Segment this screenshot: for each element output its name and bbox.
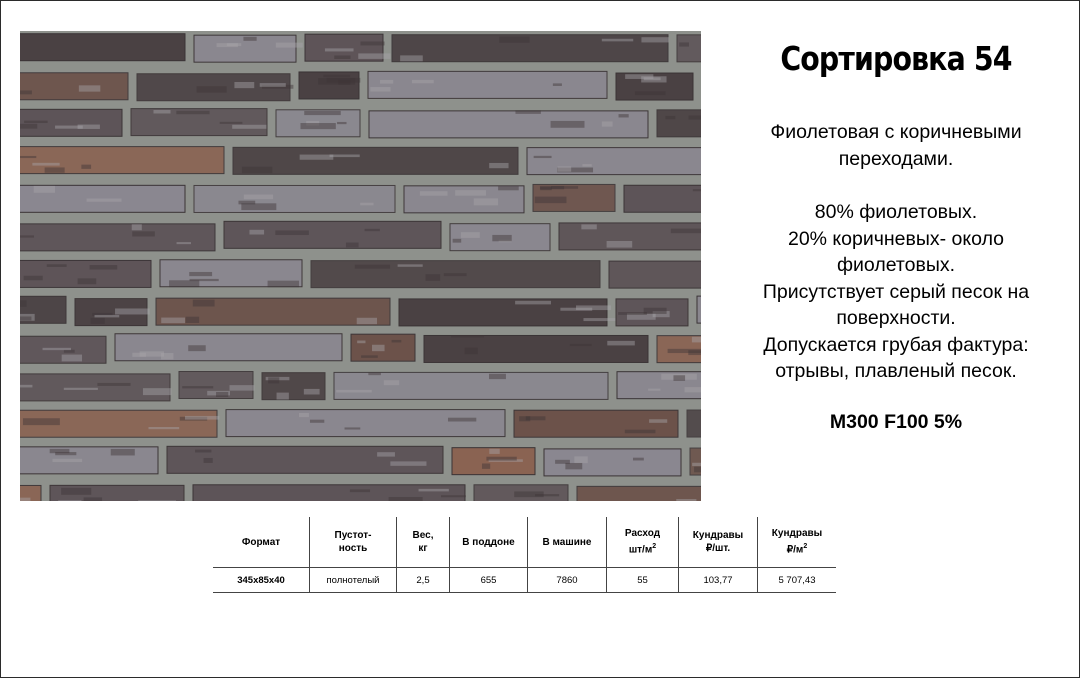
brick-texture (32, 163, 59, 166)
brick-texture (34, 186, 55, 193)
brick (20, 374, 170, 401)
brick-texture (242, 167, 272, 173)
brick-texture (625, 74, 653, 79)
brick-texture (694, 467, 701, 473)
brick-texture (535, 197, 567, 204)
brick-texture (448, 418, 476, 422)
brick-texture (20, 124, 37, 129)
brick (424, 335, 648, 362)
brick-texture (90, 265, 118, 269)
brick-texture (323, 75, 350, 78)
brick-texture (392, 340, 402, 343)
brick-texture (327, 78, 361, 83)
brick-texture (58, 500, 81, 501)
header-consumption: Расход $шт/м^2$ (607, 517, 679, 568)
brick-texture (277, 393, 289, 400)
brick-texture (241, 203, 276, 210)
brick-texture (143, 388, 172, 395)
brick-texture (153, 110, 170, 113)
description-line: 20% коричневых- около (787, 227, 1005, 250)
brick-texture (357, 341, 365, 344)
brick-texture (641, 37, 669, 42)
brick (20, 34, 185, 61)
brick-texture (465, 348, 478, 355)
brick-texture (583, 318, 618, 321)
brick-texture (55, 452, 76, 455)
brick-texture (52, 459, 82, 462)
brick (687, 410, 701, 437)
brick-texture (540, 186, 564, 189)
brick-texture (635, 91, 666, 95)
header-label: Формат (241, 536, 281, 548)
brick-texture (498, 186, 519, 190)
brick-texture (685, 387, 701, 392)
brick-texture (625, 430, 656, 434)
header-label: Кундравы (771, 528, 823, 540)
brick-texture (45, 167, 65, 172)
brick-texture (325, 48, 354, 51)
brick-texture (420, 191, 448, 196)
brick-texture (304, 111, 341, 115)
brick-texture (607, 341, 635, 346)
brick-texture (370, 87, 390, 92)
brick-texture (489, 374, 506, 379)
brick (20, 224, 215, 251)
brick-texture (148, 427, 179, 429)
grade-spec: М300 F100 5% (829, 411, 963, 433)
brick-texture (169, 280, 199, 287)
brick-texture (576, 305, 611, 310)
brick-texture (398, 264, 423, 266)
header-price-sqm: Кундравы $₽/м^2$ (771, 528, 823, 556)
brick-texture (534, 156, 552, 158)
brick-texture (304, 389, 320, 395)
brick-texture (535, 494, 559, 496)
brick-texture (275, 230, 309, 235)
brick-texture (553, 83, 562, 86)
table-row (213, 568, 836, 593)
brick-texture (20, 90, 32, 94)
brick-texture (380, 80, 393, 84)
brick-texture (519, 416, 530, 421)
spacer (723, 172, 1069, 199)
brick-texture (78, 125, 100, 129)
brick-texture (195, 450, 211, 453)
brick-texture (441, 495, 466, 497)
brick-texture (455, 190, 486, 196)
brick-texture (81, 165, 91, 169)
header-hollowness (310, 517, 397, 568)
brick-texture (444, 273, 467, 276)
brick-texture (20, 235, 34, 237)
brick (20, 73, 128, 100)
brick (193, 485, 465, 501)
brick-texture (390, 461, 426, 465)
brick-texture (346, 243, 359, 248)
brick (224, 221, 441, 248)
description-line: Фиолетовая с коричневыми (770, 121, 1022, 143)
brick-texture (515, 110, 540, 114)
brick-texture (607, 241, 633, 248)
brick (368, 71, 607, 98)
brick-wall-image (20, 31, 701, 501)
brick-texture (161, 318, 185, 324)
brick-texture (193, 300, 215, 307)
brick-texture (633, 458, 644, 461)
brick-texture (232, 125, 266, 129)
brick-texture (227, 43, 241, 46)
description-line: переходами. (838, 147, 954, 170)
brick-texture (132, 231, 155, 236)
brick-texture (189, 272, 212, 276)
brick (226, 410, 505, 437)
cell-weight: 2,5 (397, 568, 450, 593)
header-label: кг (418, 543, 428, 554)
brick (697, 296, 701, 323)
cell-truck: 7860 (528, 568, 607, 593)
brick-texture (260, 83, 286, 87)
brick-wall-photo (20, 31, 701, 501)
brick-texture (111, 449, 135, 456)
brick-texture (365, 229, 380, 231)
header-format (213, 517, 310, 568)
brick-texture (451, 335, 484, 337)
brick-texture (95, 315, 120, 317)
header-label: Кундравы (692, 530, 744, 541)
header-label: В поддоне (462, 536, 515, 548)
brick-texture (24, 121, 48, 123)
brick-texture (230, 385, 255, 390)
brick-texture (482, 463, 490, 468)
header-truck (528, 517, 607, 568)
brick-texture (426, 274, 441, 281)
header-label: Вес, (412, 530, 434, 541)
brick-texture (334, 55, 350, 59)
brick-texture (20, 316, 31, 320)
brick-texture (602, 121, 613, 126)
brick-texture (47, 264, 67, 267)
brick (20, 447, 158, 474)
brick-texture (492, 235, 511, 241)
brick-texture (355, 265, 390, 269)
description-line: Допускается грубая фактура: (763, 333, 1029, 356)
brick-texture (692, 337, 701, 343)
header-label: ₽/м (786, 544, 804, 556)
brick (392, 35, 668, 62)
brick-texture (486, 457, 516, 461)
brick-texture (377, 452, 395, 456)
description-line: фиолетовых. (836, 254, 956, 276)
brick-texture (87, 199, 122, 202)
brick-texture (679, 42, 689, 46)
header-price-piece (679, 517, 758, 568)
brick-texture (79, 85, 100, 91)
brick-texture (20, 498, 30, 501)
brick-texture (673, 375, 685, 381)
brick-texture (276, 43, 303, 48)
brick-texture (489, 449, 499, 454)
brick-texture (551, 121, 585, 128)
product-description (723, 119, 1069, 385)
brick (677, 35, 701, 62)
cell-hollowness: полнотелый (310, 568, 397, 593)
brick-texture (489, 163, 508, 168)
brick-texture (216, 392, 228, 397)
brick-texture (20, 300, 27, 306)
brick (624, 185, 701, 212)
header-label: Пустот- (334, 530, 372, 541)
brick-texture (582, 164, 591, 166)
cell-price-sqm: 5 707,43 (758, 568, 837, 593)
brick-texture (176, 111, 209, 114)
header-pallet (450, 517, 528, 568)
brick-texture (499, 37, 529, 43)
brick-texture (268, 377, 279, 383)
table-header-row (213, 517, 836, 568)
brick-texture (412, 80, 434, 83)
brick-texture (186, 317, 200, 323)
brick-texture (330, 155, 360, 158)
brick-texture (676, 499, 696, 501)
brick-texture (574, 456, 587, 463)
header-label: В машине (542, 536, 592, 548)
brick (609, 261, 701, 288)
brick-texture (188, 345, 205, 351)
brick-texture (64, 388, 98, 390)
brick-texture (220, 122, 243, 124)
brick-texture (389, 497, 423, 501)
brick (194, 185, 395, 212)
brick-texture (243, 37, 256, 41)
brick-texture (132, 224, 142, 230)
brick-texture (91, 318, 105, 324)
brick-texture (78, 278, 97, 284)
brick-texture (185, 416, 219, 420)
description-line: Присутствует серый песок на (762, 280, 1030, 303)
brick-texture (648, 389, 660, 391)
brick-texture (361, 42, 385, 46)
brick-texture (97, 383, 130, 386)
brick-texture (43, 348, 71, 350)
brick-texture (20, 156, 36, 158)
brick-texture (671, 229, 701, 234)
brick-texture (649, 419, 667, 423)
brick-texture (361, 355, 378, 357)
brick-texture (61, 488, 91, 495)
brick-texture (190, 279, 219, 281)
brick-texture (570, 344, 592, 346)
brick-texture (693, 189, 701, 191)
brick-texture (115, 308, 150, 314)
description-line: отрывы, плавленый песок. (775, 360, 1017, 382)
brick (577, 486, 701, 501)
brick (334, 372, 608, 399)
description-line: 80% фиолетовых. (814, 201, 978, 223)
specs-table (213, 517, 836, 593)
brick (657, 110, 701, 137)
brick-texture (138, 500, 176, 501)
header-weight (397, 517, 450, 568)
brick-texture (565, 463, 582, 469)
brick-texture (244, 195, 273, 200)
brick (399, 299, 607, 326)
brick-texture (182, 386, 213, 388)
brick-texture (461, 232, 480, 238)
brick-texture (372, 345, 385, 351)
header-label: Расход (624, 528, 661, 540)
brick-texture (400, 55, 423, 61)
brick (262, 373, 325, 400)
brick-texture (345, 427, 361, 429)
brick-texture (602, 39, 633, 42)
brick-texture (140, 351, 164, 356)
brick-texture (360, 203, 373, 206)
brick-texture (419, 489, 449, 492)
header-label: ность (338, 543, 368, 554)
brick-texture (692, 463, 701, 466)
brick-texture (618, 312, 647, 315)
header-label: ₽/шт. (705, 543, 731, 554)
brick-texture (62, 355, 82, 362)
brick-texture (689, 116, 701, 120)
brick (115, 334, 342, 361)
brick (233, 147, 518, 174)
product-title: Сортировка 54 (780, 39, 1012, 78)
brick-texture (557, 166, 571, 171)
brick-texture (644, 308, 667, 314)
cell-price-piece: 103,77 (679, 568, 758, 593)
brick-texture (515, 301, 551, 305)
brick-texture (299, 413, 309, 417)
brick-texture (234, 82, 254, 88)
brick-texture (197, 86, 227, 92)
brick-texture (474, 198, 498, 205)
header-label: шт/м (628, 544, 653, 556)
brick-texture (249, 230, 264, 235)
brick-texture (350, 489, 370, 492)
brick-texture (688, 350, 701, 355)
brick-texture (384, 380, 399, 385)
brick-texture (300, 123, 335, 129)
brick-texture (84, 497, 102, 501)
description-line: поверхности. (836, 307, 956, 329)
brick-texture (368, 373, 381, 375)
brick-texture (177, 242, 191, 244)
brick-texture (453, 239, 462, 243)
cell-consumption: 55 (607, 568, 679, 593)
brick-texture (665, 116, 675, 119)
brick-texture (337, 122, 346, 124)
brick-texture (23, 418, 60, 425)
brick-texture (310, 420, 324, 423)
brick-texture (20, 385, 32, 388)
cell-format: 345х85х40 (213, 568, 310, 593)
brick-texture (300, 155, 334, 160)
brick-texture (619, 114, 629, 117)
brick-texture (268, 281, 299, 288)
brick-texture (24, 276, 43, 281)
cell-pallet: 655 (450, 568, 528, 593)
brick-texture (581, 224, 596, 229)
brick-texture (357, 318, 377, 324)
brick-texture (64, 350, 75, 353)
brick-texture (336, 390, 372, 393)
brick (527, 148, 701, 175)
brick-texture (358, 53, 390, 58)
brick-texture (204, 458, 213, 463)
